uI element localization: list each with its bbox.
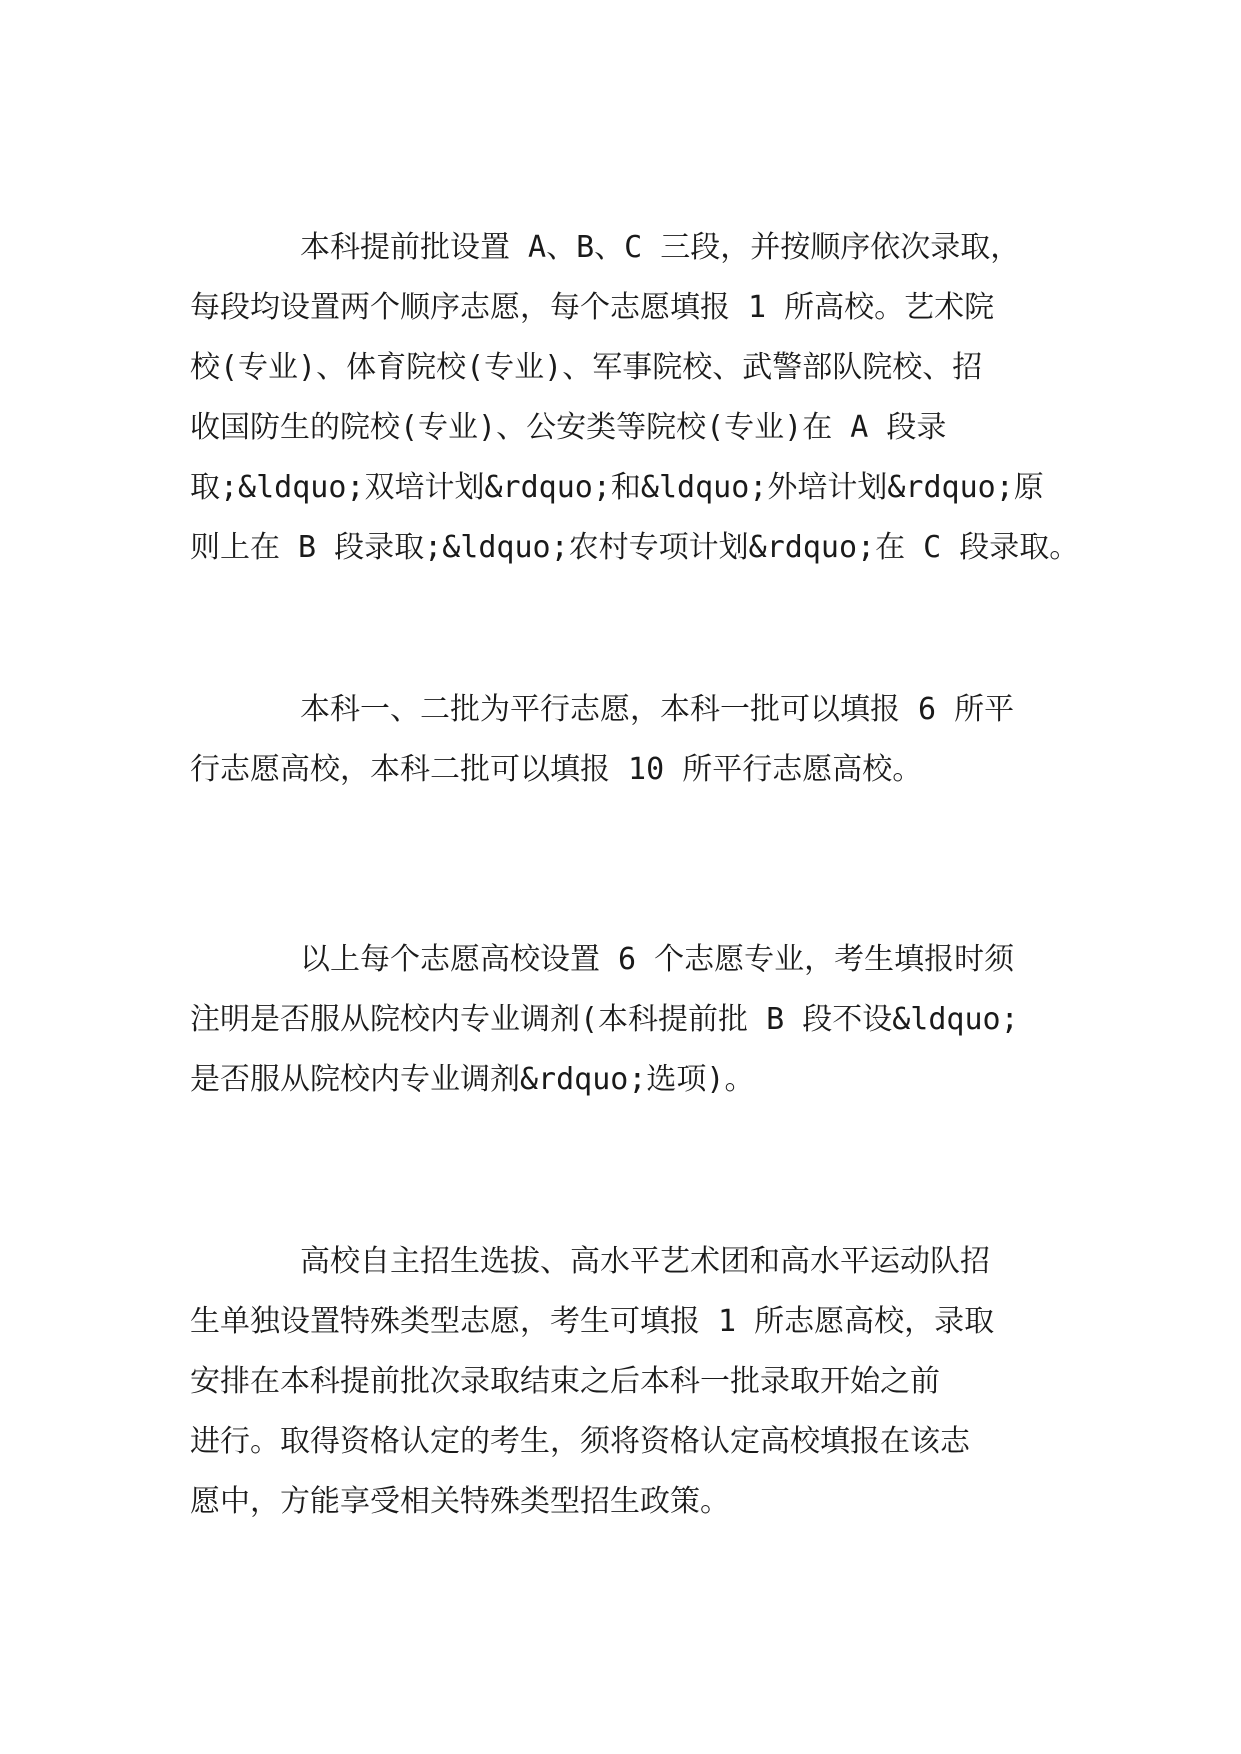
text-line: 安排在本科提前批次录取结束之后本科一批录取开始之前 [190,1364,940,1399]
text-line: 取;&ldquo;双培计划&rdquo;和&ldquo;外培计划&rdquo;原 [190,470,1044,505]
text-line: 本科提前批设置 A、B、C 三段，并按顺序依次录取， [300,230,1021,265]
text-line: 生单独设置特殊类型志愿，考生可填报 1 所志愿高校，录取 [190,1304,995,1339]
text-line: 每段均设置两个顺序志愿，每个志愿填报 1 所高校。艺术院 [190,290,995,325]
text-line: 行志愿高校，本科二批可以填报 10 所平行志愿高校。 [190,752,923,787]
text-line: 收国防生的院校(专业)、公安类等院校(专业)在 A 段录 [190,410,947,445]
text-line: 高校自主招生选拔、高水平艺术团和高水平运动队招 [300,1244,990,1279]
paragraph-majors [190,930,1070,1110]
paragraph-early-batch [190,218,1080,578]
text-line: 校(专业)、体育院校(专业)、军事院校、武警部队院校、招 [190,350,983,385]
text-line: 愿中，方能享受相关特殊类型招生政策。 [190,1484,730,1519]
text-line: 则上在 B 段录取;&ldquo;农村专项计划&rdquo;在 C 段录取。 [190,530,1080,565]
paragraph-special-admission [190,1232,1070,1532]
text-line: 进行。取得资格认定的考生，须将资格认定高校填报在该志 [190,1424,970,1459]
paragraph-parallel-volunteers [190,680,1070,800]
text-line: 是否服从院校内专业调剂&rdquo;选项)。 [190,1062,755,1097]
text-line: 本科一、二批为平行志愿，本科一批可以填报 6 所平 [300,692,1015,727]
text-line: 注明是否服从院校内专业调剂(本科提前批 B 段不设&ldquo; [190,1002,1019,1037]
text-line: 以上每个志愿高校设置 6 个志愿专业，考生填报时须 [300,942,1015,977]
